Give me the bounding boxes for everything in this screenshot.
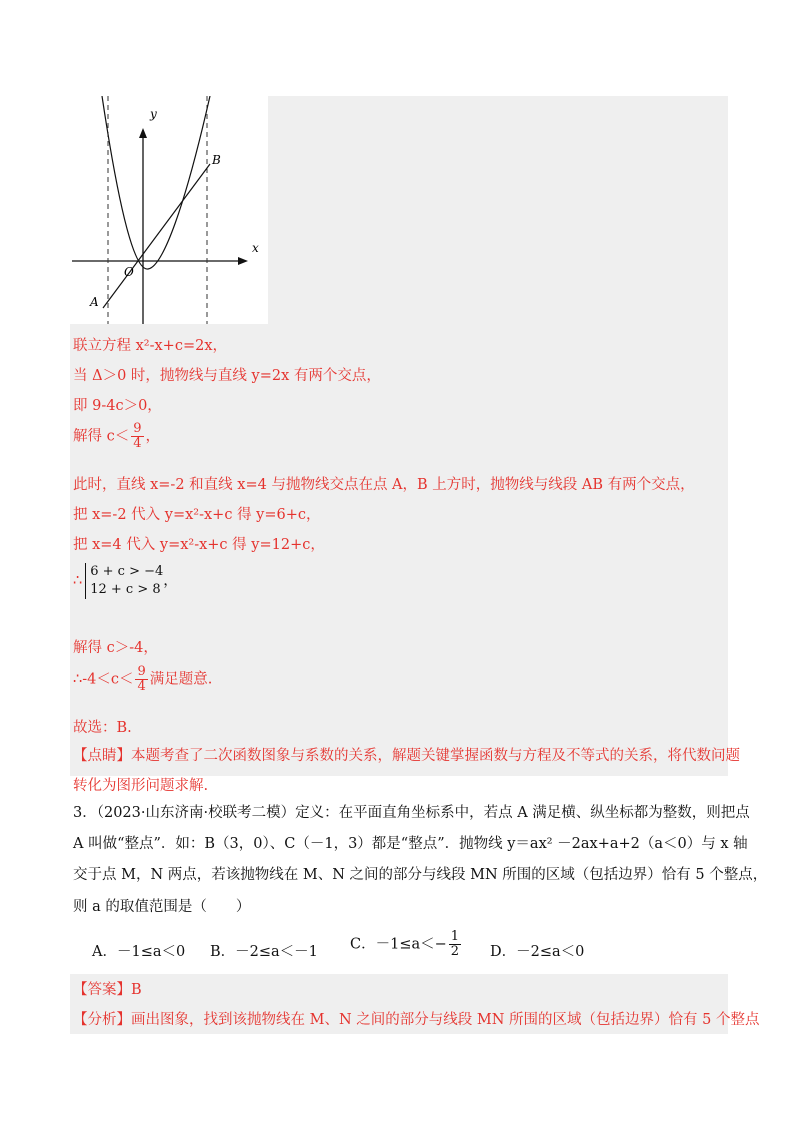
solution-line-3: 即 9-4c＞0， xyxy=(73,398,162,414)
origin-label: O xyxy=(124,265,134,279)
fraction-9-4-second xyxy=(135,665,147,694)
option-c xyxy=(350,930,463,959)
option-b: B．－2≤a＜－1 xyxy=(210,944,318,960)
solution-line-2: 当 Δ＞0 时，抛物线与直线 y=2x 有两个交点， xyxy=(73,368,381,384)
graph-figure xyxy=(70,96,268,324)
solution-line-7: 把 x=4 代入 y=x²-x+c 得 y=12+c， xyxy=(73,537,325,553)
solution-line-9-prefix: ∴-4＜c＜ xyxy=(73,671,134,688)
solution-line-4-suffix: ， xyxy=(145,428,161,445)
fraction-numerator: 9 xyxy=(133,421,142,436)
fraction-denominator: 4 xyxy=(133,436,142,451)
solution-line-8: 解得 c＞-4， xyxy=(73,640,158,656)
option-c-prefix: C．－1≤a＜− xyxy=(350,936,447,953)
question-line-3: 交于点 M，N 两点，若该抛物线在 M、N 之间的部分与线段 MN 所围的区域（包括边界）恰有 5 个整点， xyxy=(73,867,768,883)
dianjing-line-2: 转化为图形问题求解. xyxy=(73,778,209,794)
solution-line-5: 此时，直线 x=-2 和直线 x=4 与抛物线交点在点 A，B 上方时，抛物线与线段 AB 有两个交点， xyxy=(73,477,695,493)
fraction-9-4 xyxy=(131,422,143,451)
inequality-system xyxy=(73,563,178,599)
question-line-1: 3．（2023·山东济南·校联考二模）定义：在平面直角坐标系中，若点 A 满足横、纵坐标都为整数，则把点 xyxy=(73,805,750,821)
solution-line-1: 联立方程 x²-x+c=2x， xyxy=(73,338,227,354)
graph-background xyxy=(70,96,268,324)
point-a-label: A xyxy=(90,295,99,309)
dianjing-line-1: 【点睛】本题考查了二次函数图象与系数的关系，解题关键掌握函数与方程及不等式的关系，将代数问题 xyxy=(73,748,740,764)
fraction-numerator: 1 xyxy=(450,929,460,944)
question-line-2: A 叫做“整点”．如：B（3，0）、C（－1，3）都是“整点”．抛物线 y＝ax² －2ax+a+2（a＜0）与 x 轴 xyxy=(73,836,748,852)
solution-line-4-prefix: 解得 c＜ xyxy=(73,428,130,445)
system-suffix: ， xyxy=(163,573,178,589)
option-d: D．－2≤a＜0 xyxy=(490,944,585,960)
solution-line-9 xyxy=(73,665,212,694)
fraction-denominator: 2 xyxy=(450,944,460,959)
solution-line-10: 故选：B. xyxy=(73,720,132,736)
solution-line-6: 把 x=-2 代入 y=x²-x+c 得 y=6+c， xyxy=(73,507,321,523)
therefore-symbol: ∴ xyxy=(73,573,83,589)
fraction-denominator: 4 xyxy=(137,679,146,694)
system-rows xyxy=(85,563,163,599)
x-axis-label: x xyxy=(252,241,259,255)
solution-line-9-suffix: 满足题意. xyxy=(149,671,213,688)
fraction-numerator: 9 xyxy=(137,664,146,679)
option-a: A．－1≤a＜0 xyxy=(92,944,186,960)
fraction-1-2 xyxy=(449,930,461,959)
system-row-1: 6 + c > −4 xyxy=(90,564,164,579)
answer-text: 【答案】B xyxy=(73,982,142,998)
point-b-label: B xyxy=(212,153,221,167)
solution-line-4 xyxy=(73,422,160,451)
question-line-4: 则 a 的取值范围是（ ） xyxy=(73,899,251,915)
analysis-text: 【分析】画出图象，找到该抛物线在 M、N 之间的部分与线段 MN 所围的区域（包括边界）恰有 5 个整点 xyxy=(73,1012,760,1028)
system-row-2: 12 + c > 8 xyxy=(90,582,161,597)
y-axis-label: y xyxy=(150,107,157,121)
